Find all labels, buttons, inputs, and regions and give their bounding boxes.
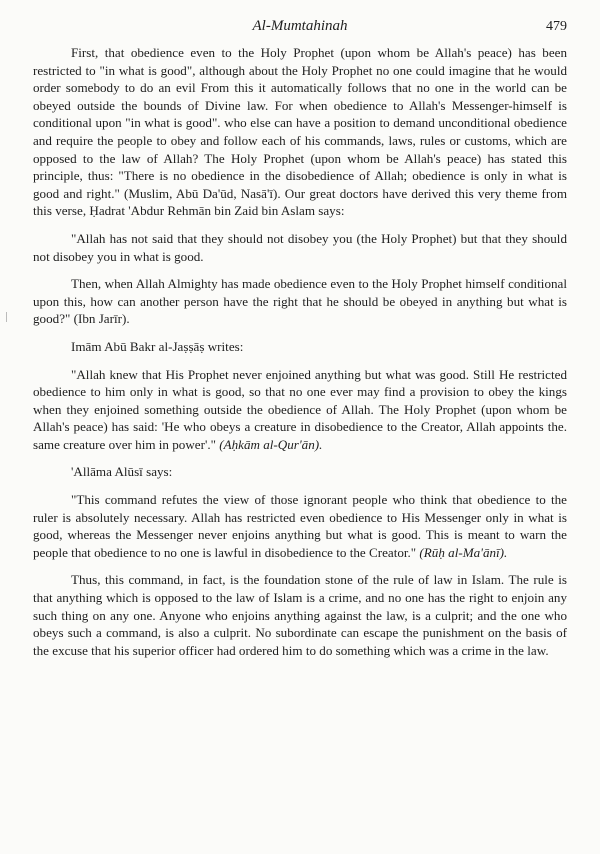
paragraph-8 [33,571,567,659]
citation: (Rūḥ al-Ma'ānī). [419,544,508,560]
paragraph-4 [33,338,567,356]
page-number: 479 [546,19,567,34]
margin-mark [6,312,7,322]
paragraph-text: First, that obedience even to the Holy Prophet (upon whom be Allah's peace) has been restricted to "in what is good", although about the Holy Prophet no one could imagine that he would order somebody to do an evil From this it automatically follows that no one in the world can be obeyed outside the bounds of Divine law. For when obedience to Allah's Messenger-himself is conditional upon "in what is good". who else can have a position to demand unconditional obedience and require the people to obey and follow each of his commands, laws, rules or customs, which are opposed to the law of Allah? The Holy Prophet (upon whom be Allah's peace) has stated this principle, thus: "There is no obedience in the disobedience of Allah; obedience is only in what is good and right." (Muslim, Abū Da'ūd, Nasā'ī). Our great doctors have derived this very theme from this verse, Ḥadrat 'Abdur Rehmān bin Zaid bin Aslam says: [33,45,567,219]
paragraph-6 [33,463,567,481]
citation: (Aḥkām al-Qur'ān). [219,436,323,452]
paragraph-text: "Allah knew that His Prophet never enjoined anything but what was good. Still He restricted obedience to him only in what is good, so that no one ever may find a provision to obey the kings when they enjoined something outside the obedience of Allah. The Holy Prophet (upon whom be Allah's peace) has said: 'He who obeys a creature in disobedience to the Creator, Allah appoints the. same creature over him in power'." [33,366,567,452]
paragraph-1 [33,44,567,220]
paragraph-text: Then, when Allah Almighty has made obedience even to the Holy Prophet himself conditional upon this, how can another person have the right that he should be obeyed in anything but what is good?" (Ibn Jarīr). [33,276,567,327]
paragraph-text: "Allah has not said that they should not disobey you (the Holy Prophet) but that they should not disobey you in what is good. [33,230,567,264]
paragraph-text: 'Allāma Alūsī says: [71,464,173,480]
running-head [0,18,600,38]
paragraph-3 [33,275,567,328]
paragraph-7 [33,491,567,561]
running-title: Al-Mumtahinah [252,18,348,34]
paragraph-text: Thus, this command, in fact, is the foundation stone of the rule of law in Islam. The rule is that anything which is opposed to the law of Islam is a crime, and no one has the right to enjoin any such thing on any one. Anyone who enjoins anything against the law, is a culprit; and the one who obeys such a command, is also a culprit. No subordinate can escape the punishment on the basis of the excuse that his superior officer had ordered him to do something which was a crime in the law. [33,572,567,658]
paragraph-text: Imām Abū Bakr al-Jaṣṣāṣ writes: [71,338,244,354]
paragraph-text: "This command refutes the view of those ignorant people who think that obedience to the ruler is absolutely necessary. Allah has restricted even obedience to His Messenger only in what is good, whereas the Messenger never enjoins anything but what is good. This is meant to warn the people that obedience to no one is lawful in disobedience to the Creator." [33,492,567,560]
paragraph-2 [33,230,567,265]
page-body [33,44,567,669]
paragraph-5 [33,366,567,454]
